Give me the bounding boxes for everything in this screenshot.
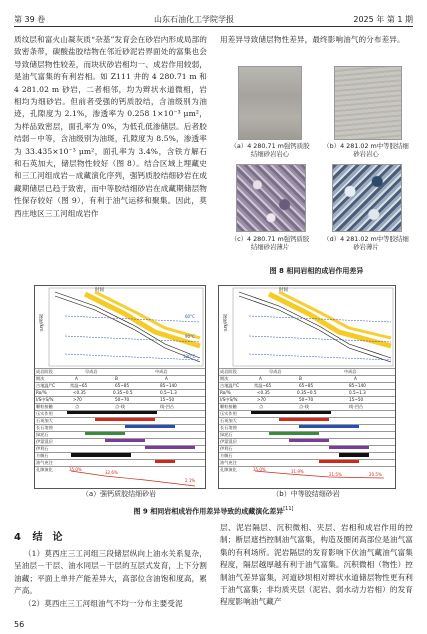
conclusions-left <box>14 548 207 610</box>
process-bars-b <box>219 368 395 488</box>
left-body-text <box>14 34 207 280</box>
conclusion-paragraph: （1）莫西庄三工河组三段储层纵向上油水关系复杂，呈油层－干层、油水同层－干层的互层式发育，上下分割油藏；平面上单井产能差异大，高部位含油饱和度高，累产高。 <box>14 549 207 596</box>
thin-section-photo-d <box>332 164 402 232</box>
conclusion-paragraph: 层、泥岩隔层、沉积微相、夹层、岩相和成岩作用的控制；断层遮挡控制油气富集，构造及圈闭高部位是油气富集的有利场所。泥岩隔层的发育影响下伏油气藏油气富集程度，隔层越厚越有利于油气富集。沉积微相（物性）控制油气差异富集，河道砂坝相对辫状水道储层物性更有利于油气富集；非均质夹层（泥岩、弱水动力岩相）的发育程度影响油气藏产 <box>220 523 413 607</box>
isotherm-label: 120°C <box>183 354 196 359</box>
fig8-caption-d: （d）4 281.02 m中等胶结细砂岩薄片 <box>323 235 409 251</box>
burial-history-chart-a <box>35 286 205 368</box>
fig9-subcaption-b: （b）中等胶结细砂岩 <box>272 490 340 498</box>
conclusion-paragraph: （2）莫西庄三工河组油气不均一分布主要受泥 <box>23 598 183 608</box>
porosity-label: 21.5% <box>329 472 342 477</box>
fig9-title <box>14 506 413 516</box>
fig9-title-ref: [11] <box>283 506 294 512</box>
porosity-label: 32.6% <box>105 470 118 475</box>
core-photo-b <box>334 66 402 140</box>
process-bars-a <box>35 368 205 488</box>
porosity-label: 35.0% <box>69 467 82 472</box>
journal-name: 山东石油化工学院学报 <box>154 15 234 24</box>
paragraph: 质纹层和富火山凝灰质“杂基”发育会在砂岩内形成局部的致密条带，碳酸盐胶结物在邻近砂泥岩界面处的富集也会导致储层物性较差，而块状砂岩相均一、成岩作用较弱，是油气富集的有利岩相。如 Z111 井的 4 280.71 m 和 4 281.02 m 砂岩，二者相邻，均为辫状水道微相，岩相均为细砂岩。但前者受强的钙质胶结，含油级别为油迹，孔隙度为 2.1%，渗透率为 0.258 1×10⁻³ μm²，为样品致密层，面孔率为 0%，为低孔低渗储层。后者胶结弱－中等，含油级别为油斑，孔隙度为 8.5%，渗透率为 33.435×10⁻³ μm²，面孔率为 3.4%，含铁方解石和石英加大，储层物性较好（图 8）。结合区域上埋藏史和三工河组成岩－成藏演化序列，强钙质胶结细砂岩在成藏期储层已趋于致密，而中等胶结细砂岩在成藏期储层物性保存较好（图 9），有利于油气运移和聚集。因此，莫西庄地区三工河组成岩作 <box>14 35 207 218</box>
section-heading <box>14 528 62 543</box>
porosity-label: 31.9% <box>291 469 304 474</box>
fig9-panel-a <box>34 285 206 489</box>
section-title: 结 论 <box>32 532 63 543</box>
porosity-label: 2.1% <box>185 478 196 483</box>
diagenesis-table-a: 成岩阶段 早成岩 中成岩 期次 A B A 古地温/°C 常温~65 65~85 85~140 Ro/% <0.35 0.35~0.5 0.5~1.3 I/S中S/% >70 50~70 15~50 颗粒接触 点 点-线 线-凹凸 压实作用 石英加大 长石溶蚀 绿泥石 伊蒙混层 伊利石 方解石 油气充注 孔隙演化 35.0% 32.6% 2.1% <box>35 368 205 488</box>
fig9-panel-b <box>218 285 396 489</box>
isotherm-label: 90°C <box>185 334 195 339</box>
section-number: 4 <box>14 532 21 543</box>
running-header <box>14 12 413 27</box>
fig8-caption-c: （c）4 280.71 m强钙质胶结细砂岩薄片 <box>230 235 310 251</box>
page-number: 56 <box>14 620 25 629</box>
thin-section-photo-c <box>236 164 306 232</box>
axis-time-label: 时间 <box>95 288 104 293</box>
paragraph: 用差异导致储层物性差异，最终影响油气的分布差异。 <box>220 35 405 44</box>
axis-time-label: 时间 <box>279 288 288 293</box>
axis-depth-label: 深度/km <box>38 314 43 332</box>
fig9-title-text: 图 9 相同岩相成岩作用差异导致的成藏演化差异 <box>133 507 284 516</box>
axis-depth-label: 深度/km <box>222 314 227 332</box>
fig8-title: 图 8 相同岩相的成岩作用差异 <box>269 267 364 275</box>
fig9-subcaption-a: （a）强钙质胶结细砂岩 <box>81 490 157 498</box>
fig8-caption-b: （b）4 281.02 m中等胶结细砂岩岩心 <box>323 142 409 158</box>
porosity-label: 35.0% <box>253 467 266 472</box>
fig8-caption-a: （a）4 280.71 m强钙质胶结细砂岩岩心 <box>230 142 310 158</box>
conclusions-right <box>220 522 413 609</box>
right-body-text <box>220 34 413 46</box>
issue-label: 2025 年 第 1 期 <box>353 15 413 24</box>
porosity-label: 20.5% <box>369 472 382 477</box>
diagenesis-table-b: 成岩阶段 早成岩 中成岩 期次 A B A 古地温/°C 常温~65 65~85 85~140 Ro/% <0.35 0.35~0.5 0.5~1.3 I/S中S/% >70 50~70 15~50 颗粒接触 点 点-线 线-凹凸 压实作用 石英加大 长石溶蚀 绿泥石 伊蒙混层 伊利石 方解石 油气充注 孔隙演化 35.0% 31.9% 21.5% 20.5% <box>219 368 395 488</box>
core-photo-a <box>238 66 302 140</box>
burial-history-chart-b <box>219 286 395 368</box>
isotherm-label: 60°C <box>185 314 195 319</box>
volume-label: 第 39 卷 <box>14 15 46 24</box>
